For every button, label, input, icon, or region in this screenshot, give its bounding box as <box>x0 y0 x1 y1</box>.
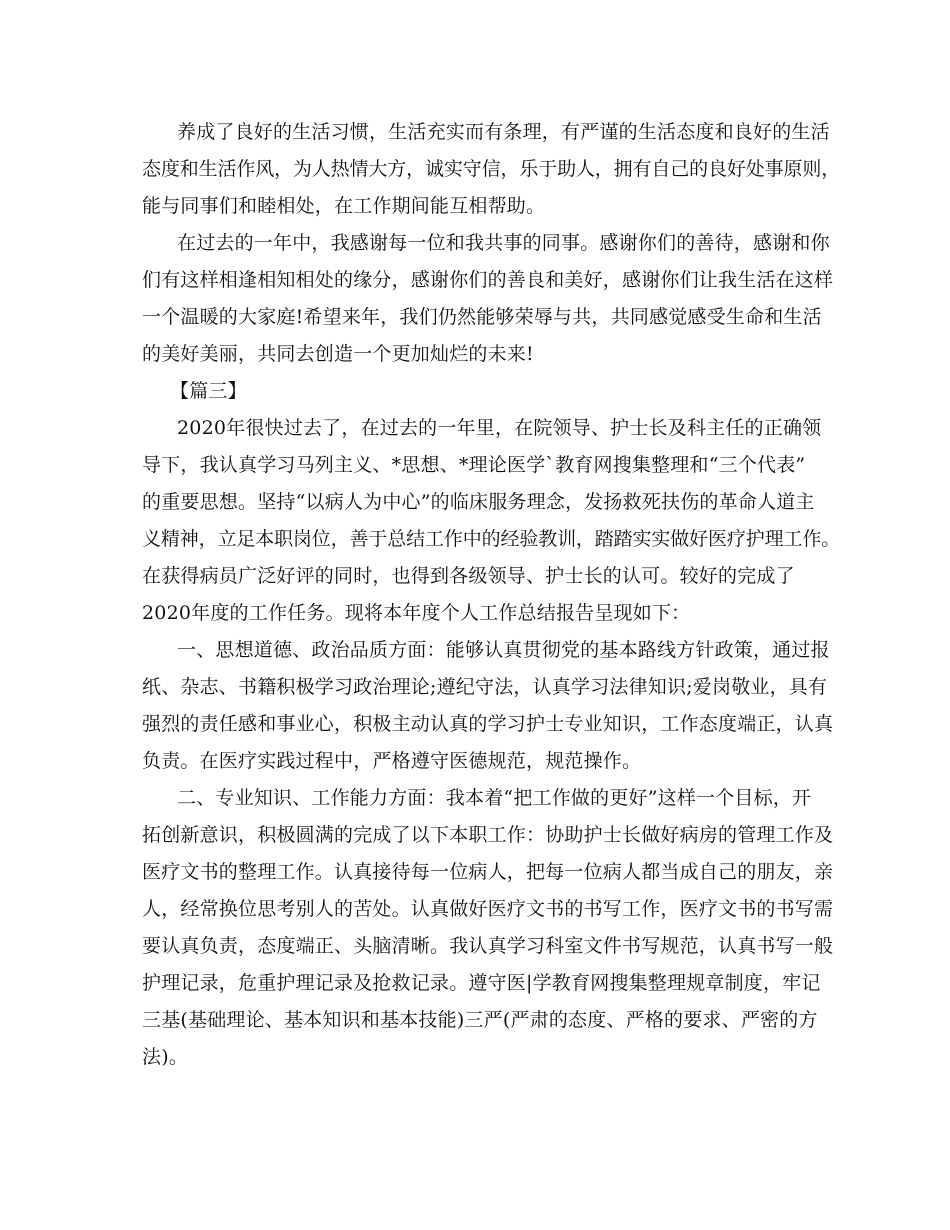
paragraph-line: 法)。 <box>142 1046 189 1068</box>
paragraph-line: 2020年很快过去了，在过去的一年里，在院领导、护士长及科主任的正确领 <box>177 417 822 439</box>
paragraph-line: 在过去的一年中，我感谢每一位和我共事的同事。感谢你们的善待，感谢和你 <box>177 232 830 254</box>
paragraph-line: 医疗文书的整理工作。认真接待每一位病人，把每一位病人都当成自己的朋友，亲 <box>142 861 834 883</box>
paragraph-line: 2020年度的工作任务。现将本年度个人工作总结报告呈现如下： <box>142 602 691 624</box>
paragraph-line: 的美好美丽，共同去创造一个更加灿烂的未来! <box>142 343 534 365</box>
paragraph-line: 们有这样相逢相知相处的缘分，感谢你们的善良和美好，感谢你们让我生活在这样 <box>142 269 834 291</box>
section-heading: 【篇三】 <box>170 380 247 402</box>
paragraph-line: 态度和生活作风，为人热情大方，诚实守信，乐于助人，拥有自己的良好处事原则， <box>142 158 841 180</box>
paragraph-line: 义精神，立足本职岗位，善于总结工作中的经验教训，踏踏实实做好医疗护理工作。 <box>142 528 841 550</box>
paragraph-line: 一个温暖的大家庭!希望来年，我们仍然能够荣辱与共，共同感觉感受生命和生活 <box>142 306 822 328</box>
paragraph-line: 人，经常换位思考别人的苦处。认真做好医疗文书的书写工作，医疗文书的书写需 <box>142 898 834 920</box>
paragraph-line: 护理记录，危重护理记录及抢救记录。遵守医|学教育网搜集整理规章制度，牢记 <box>142 972 821 994</box>
paragraph-line: 要认真负责，态度端正、头脑清晰。我认真学习科室文件书写规范，认真书写一般 <box>142 935 834 957</box>
paragraph-line: 养成了良好的生活习惯，生活充实而有条理，有严谨的生活态度和良好的生活 <box>177 121 830 143</box>
paragraph-line: 拓创新意识，积极圆满的完成了以下本职工作：协助护士长做好病房的管理工作及 <box>142 824 834 846</box>
paragraph-line: 导下，我认真学习马列主义、*思想、*理论医学`教育网搜集整理和“三个代表” <box>142 454 806 476</box>
paragraph-line: 一、思想道德、政治品质方面：能够认真贯彻党的基本路线方针政策，通过报 <box>177 639 830 661</box>
paragraph-line: 三基(基础理论、基本知识和基本技能)三严(严肃的态度、严格的要求、严密的方 <box>142 1009 818 1031</box>
paragraph-line: 纸、杂志、书籍积极学习政治理论;遵纪守法，认真学习法律知识;爱岗敬业，具有 <box>142 676 828 698</box>
paragraph-line: 在获得病员广泛好评的同时，也得到各级领导、护士长的认可。较好的完成了 <box>142 565 795 587</box>
paragraph-line: 强烈的责任感和事业心，积极主动认真的学习护士专业知识，工作态度端正，认真 <box>142 713 834 735</box>
paragraph-line: 的重要思想。坚持“以病人为中心”的临床服务理念，发扬救死扶伤的革命人道主 <box>142 491 815 513</box>
paragraph-line: 能与同事们和睦相处，在工作期间能互相帮助。 <box>142 195 546 217</box>
paragraph-line: 负责。在医疗实践过程中，严格遵守医德规范，规范操作。 <box>142 750 642 772</box>
paragraph-line: 二、专业知识、工作能力方面：我本着“把工作做的更好”这样一个目标，开 <box>177 787 812 809</box>
